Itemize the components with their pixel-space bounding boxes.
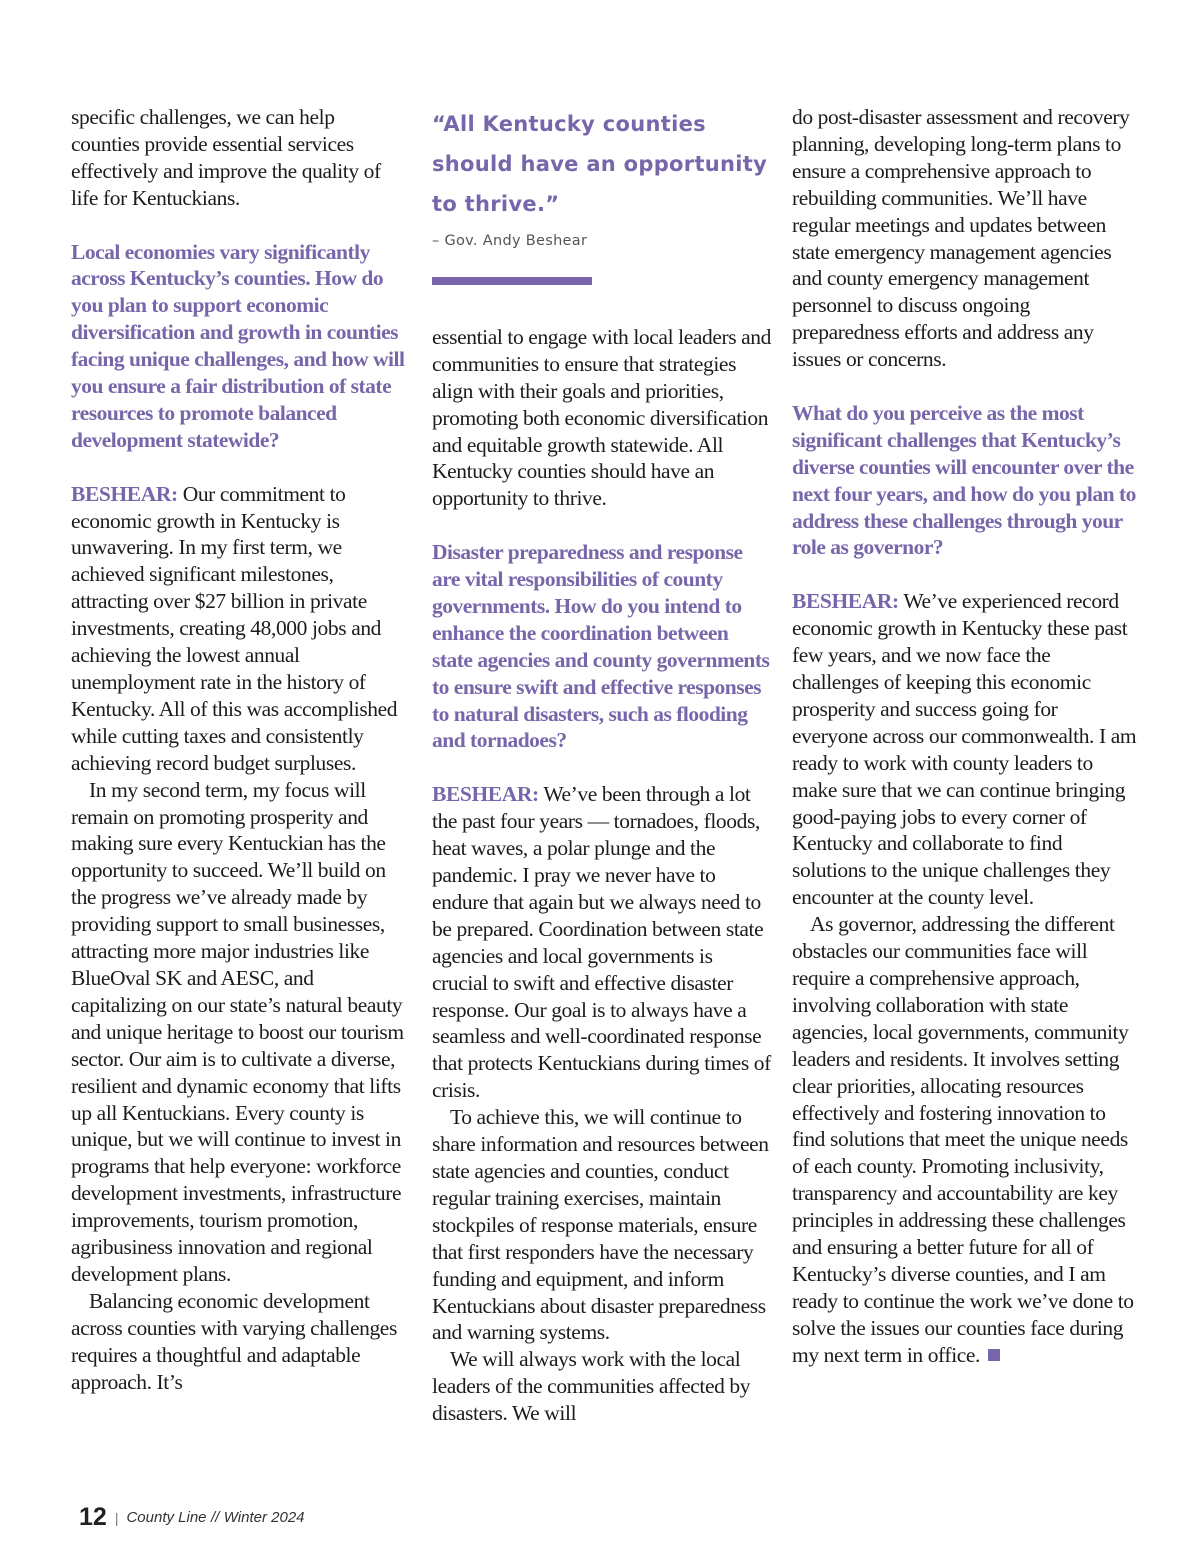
pull-quote-text: “All Kentucky counties should have an opportunity to thrive.” — [432, 112, 768, 216]
column-2 — [432, 104, 772, 1427]
pull-quote-rule — [432, 277, 592, 285]
issue-separator: // — [210, 1509, 220, 1526]
speaker-label: BESHEAR: — [792, 589, 899, 614]
col2-answer-1-text: We’ve been through a lot the past four years — tornadoes, floods, heat waves, a polar plunge and the pandemic. I pray we never have to endure that again but we always need to be prepared. Coordination between state agencies and local governments is crucial to swift and effective disaster response. Our goal is to always have a seamless and well-coordinated response that protects Kentuckians during times of crisis. — [432, 782, 771, 1103]
col2-answer-3: We will always work with the local leaders of the communities affected by disasters. We will — [432, 1347, 751, 1426]
end-mark-icon — [988, 1349, 1000, 1361]
page-footer — [79, 1503, 305, 1532]
col1-answer-2: In my second term, my focus will remain on promoting prosperity and making sure every Kentuckian has the opportunity to succeed. We’ll build on the progress we’ve already made by providing support to small businesses, attracting more major industries like BlueOval SK and AESC, and capitalizing on our state’s natural beauty and unique heritage to boost our tourism sector. Our aim is to cultivate a diverse, resilient and dynamic economy that lifts up all Kentuckians. Every county is unique, but we will continue to invest in programs that help everyone: workforce development investments, infrastructure improvements, tourism promotion, agribusiness innovation and regional development plans. — [71, 777, 404, 1286]
issue-date: Winter 2024 — [223, 1509, 305, 1526]
col3-answer-1-text: We’ve experienced record economic growth in Kentucky these past few years, and we now face the challenges of keeping this economic prosperity and success going for everyone across our commonwealth. I am ready to work with county leaders to make sure that we can continue bringing good-paying jobs to every corner of Kentucky and collaborate to find solutions to the unique challenges they encounter at the county level. — [792, 589, 1137, 910]
col2-paragraph-1: essential to engage with local leaders and communities to ensure that strategies align with their goals and priorities, promoting both economic diversification and equitable growth statewide. All Kentucky counties should have an opportunity to thrive. — [432, 324, 772, 511]
column-3 — [792, 104, 1137, 1369]
col1-answer-3: Balancing economic development across counties with varying challenges requires a thoughtful and adaptable approach. It’s — [71, 1288, 397, 1394]
col2-answer-2: To achieve this, we will continue to share information and resources between state agencies and counties, conduct regular training exercises, maintain stockpiles of response materials, ensure that first responders have the necessary funding and equipment, and inform Kentuckians about disaster preparedness and warning systems. — [432, 1105, 769, 1345]
speaker-label: BESHEAR: — [432, 782, 539, 807]
pull-quote-attribution: – Gov. Andy Beshear — [432, 233, 588, 249]
question-economic-diversification: Local economies vary significantly across Kentucky’s counties. How do you plan to support economic diversification and growth in counties facing unique challenges, and how will you ensure a fair distribution of state resources to promote balanced development statewide? — [71, 239, 405, 452]
col2-answer-1 — [432, 781, 772, 1104]
speaker-label: BESHEAR: — [71, 481, 178, 506]
col3-answer-1 — [792, 588, 1137, 911]
col3-answer-2-text: As governor, addressing the different obstacles our communities face will require a comprehensive approach, involving collaboration with state agencies, local governments, community leaders and residents. It involves setting clear priorities, allocating resources effectively and fostering innovation to find solutions that meet the unique needs of each county. Promoting inclusivity, transparency and accountability are key principles in addressing these challenges and ensuring a better future for all of Kentucky’s diverse counties, and I am ready to continue the work we’ve done to solve the issues our counties face during my next term in office. — [792, 912, 1134, 1367]
col3-paragraph-1: do post-disaster assessment and recovery planning, developing long-term plans to ensure a comprehensive approach to rebuilding communities. We’ll have regular meetings and updates between state emergency management agencies and county emergency management personnel to discuss ongoing preparedness efforts and address any issues or concerns. — [792, 105, 1130, 372]
pull-quote — [432, 104, 772, 285]
col1-answer-1 — [71, 481, 406, 777]
footer-separator: | — [114, 1509, 119, 1526]
col1-paragraph-1: specific challenges, we can help counties provide essential services effectively and improve the quality of life for Kentuckians. — [71, 105, 381, 210]
page-number: 12 — [79, 1503, 107, 1531]
col3-answer-2 — [792, 911, 1137, 1368]
question-disaster-preparedness: Disaster preparedness and response are vital responsibilities of county governments. How do you intend to enhance the coordination between state agencies and county governments to ensure swift and effective responses to natural disasters, such as flooding and tornadoes? — [432, 540, 770, 753]
column-1 — [71, 104, 406, 1395]
col1-answer-1-text: Our commitment to economic growth in Kentucky is unwavering. In my first term, we achieved significant milestones, attracting over $27 billion in private investments, creating 48,000 jobs and achieving the lowest annual unemployment rate in the history of Kentucky. All of this was accomplished while cutting taxes and consistently achieving record budget surpluses. — [71, 481, 398, 775]
publication-name: County Line — [126, 1509, 207, 1526]
question-county-challenges: What do you perceive as the most significant challenges that Kentucky’s diverse counties will encounter over the next four years, and how do you plan to address these challenges through your role as governor? — [792, 400, 1136, 560]
